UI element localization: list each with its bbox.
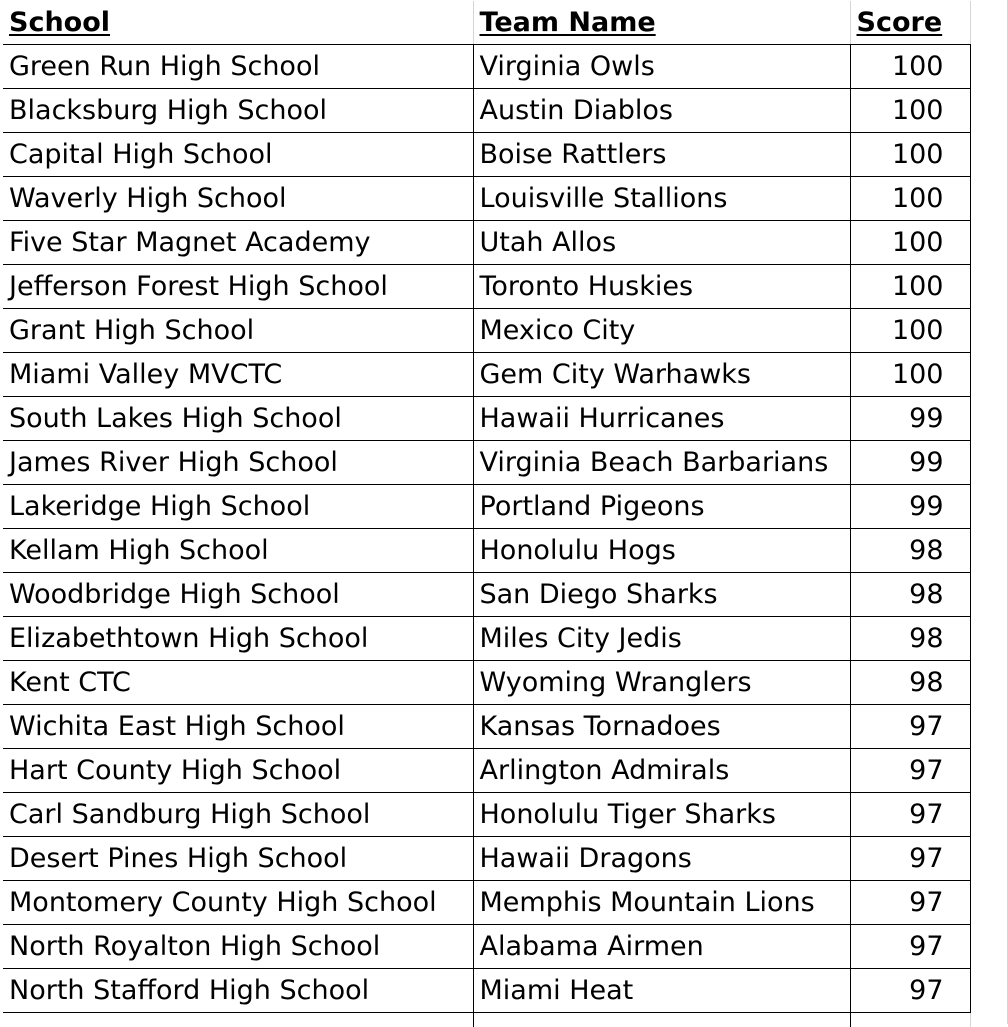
school-cell[interactable]: Blacksburg High School bbox=[3, 89, 473, 133]
empty-cell[interactable] bbox=[850, 1013, 970, 1027]
team-name-cell[interactable]: Austin Diablos bbox=[473, 89, 850, 133]
table-row bbox=[3, 925, 970, 969]
team-name-cell[interactable]: Miami Heat bbox=[473, 969, 850, 1013]
score-cell[interactable]: 100 bbox=[850, 309, 970, 353]
team-name-cell[interactable]: Virginia Owls bbox=[473, 45, 850, 89]
score-cell[interactable]: 98 bbox=[850, 529, 970, 573]
table-row bbox=[3, 573, 970, 617]
score-cell[interactable]: 98 bbox=[850, 661, 970, 705]
table-row bbox=[3, 485, 970, 529]
score-cell[interactable]: 97 bbox=[850, 749, 970, 793]
table-row bbox=[3, 177, 970, 221]
school-cell[interactable]: Montomery County High School bbox=[3, 881, 473, 925]
school-cell[interactable]: Woodbridge High School bbox=[3, 573, 473, 617]
school-cell[interactable]: North Royalton High School bbox=[3, 925, 473, 969]
header-team-name[interactable]: Team Name bbox=[473, 1, 850, 45]
team-name-cell[interactable]: Mexico City bbox=[473, 309, 850, 353]
school-cell[interactable]: Miami Valley MVCTC bbox=[3, 353, 473, 397]
team-name-cell[interactable]: Honolulu Tiger Sharks bbox=[473, 793, 850, 837]
score-cell[interactable]: 100 bbox=[850, 89, 970, 133]
table-row bbox=[3, 89, 970, 133]
table-row bbox=[3, 529, 970, 573]
team-name-cell[interactable]: Wyoming Wranglers bbox=[473, 661, 850, 705]
team-name-cell[interactable]: Toronto Huskies bbox=[473, 265, 850, 309]
team-name-cell[interactable]: Utah Allos bbox=[473, 221, 850, 265]
score-cell[interactable]: 100 bbox=[850, 221, 970, 265]
table-row bbox=[3, 837, 970, 881]
team-name-cell[interactable]: Gem City Warhawks bbox=[473, 353, 850, 397]
score-cell[interactable]: 100 bbox=[850, 133, 970, 177]
table-row bbox=[3, 133, 970, 177]
team-name-cell[interactable]: Portland Pigeons bbox=[473, 485, 850, 529]
score-cell[interactable]: 100 bbox=[850, 45, 970, 89]
score-cell[interactable]: 100 bbox=[850, 265, 970, 309]
team-name-cell[interactable]: Memphis Mountain Lions bbox=[473, 881, 850, 925]
table-row bbox=[3, 397, 970, 441]
school-cell[interactable]: Five Star Magnet Academy bbox=[3, 221, 473, 265]
scores-table bbox=[3, 1, 971, 1027]
team-name-cell[interactable]: Louisville Stallions bbox=[473, 177, 850, 221]
school-cell[interactable]: Desert Pines High School bbox=[3, 837, 473, 881]
score-cell[interactable]: 100 bbox=[850, 177, 970, 221]
header-row bbox=[3, 1, 970, 45]
table-row bbox=[3, 969, 970, 1013]
score-cell[interactable]: 98 bbox=[850, 617, 970, 661]
table-row bbox=[3, 441, 970, 485]
school-cell[interactable]: South Lakes High School bbox=[3, 397, 473, 441]
team-name-cell[interactable]: Honolulu Hogs bbox=[473, 529, 850, 573]
school-cell[interactable]: Jefferson Forest High School bbox=[3, 265, 473, 309]
school-cell[interactable]: Wichita East High School bbox=[3, 705, 473, 749]
team-name-cell[interactable]: Hawaii Dragons bbox=[473, 837, 850, 881]
team-name-cell[interactable]: Hawaii Hurricanes bbox=[473, 397, 850, 441]
score-cell[interactable]: 97 bbox=[850, 925, 970, 969]
school-cell[interactable]: Kellam High School bbox=[3, 529, 473, 573]
team-name-cell[interactable]: Alabama Airmen bbox=[473, 925, 850, 969]
school-cell[interactable]: North Stafford High School bbox=[3, 969, 473, 1013]
table-row bbox=[3, 309, 970, 353]
school-cell[interactable]: Carl Sandburg High School bbox=[3, 793, 473, 837]
scores-table-body bbox=[3, 1, 970, 1027]
score-cell[interactable]: 100 bbox=[850, 353, 970, 397]
team-name-cell[interactable]: Boise Rattlers bbox=[473, 133, 850, 177]
school-cell[interactable]: Lakeridge High School bbox=[3, 485, 473, 529]
table-row bbox=[3, 793, 970, 837]
empty-cell[interactable] bbox=[473, 1013, 850, 1027]
header-score[interactable]: Score bbox=[850, 1, 970, 45]
table-row bbox=[3, 353, 970, 397]
school-cell[interactable]: Capital High School bbox=[3, 133, 473, 177]
table-row bbox=[3, 705, 970, 749]
table-row bbox=[3, 617, 970, 661]
school-cell[interactable]: Hart County High School bbox=[3, 749, 473, 793]
table-row bbox=[3, 749, 970, 793]
team-name-cell[interactable]: Arlington Admirals bbox=[473, 749, 850, 793]
score-cell[interactable]: 98 bbox=[850, 573, 970, 617]
school-cell[interactable]: Green Run High School bbox=[3, 45, 473, 89]
team-name-cell[interactable]: San Diego Sharks bbox=[473, 573, 850, 617]
score-cell[interactable]: 99 bbox=[850, 397, 970, 441]
header-school[interactable]: School bbox=[3, 1, 473, 45]
school-cell[interactable]: Grant High School bbox=[3, 309, 473, 353]
school-cell[interactable]: Waverly High School bbox=[3, 177, 473, 221]
table-row bbox=[3, 45, 970, 89]
score-cell[interactable]: 97 bbox=[850, 793, 970, 837]
table-row bbox=[3, 661, 970, 705]
score-cell[interactable]: 99 bbox=[850, 485, 970, 529]
score-cell[interactable]: 99 bbox=[850, 441, 970, 485]
team-name-cell[interactable]: Virginia Beach Barbarians bbox=[473, 441, 850, 485]
score-cell[interactable]: 97 bbox=[850, 705, 970, 749]
school-cell[interactable]: Elizabethtown High School bbox=[3, 617, 473, 661]
table-row bbox=[3, 881, 970, 925]
empty-cell[interactable] bbox=[3, 1013, 473, 1027]
score-cell[interactable]: 97 bbox=[850, 837, 970, 881]
table-row bbox=[3, 265, 970, 309]
team-name-cell[interactable]: Miles City Jedis bbox=[473, 617, 850, 661]
empty-row bbox=[3, 1013, 970, 1027]
school-cell[interactable]: James River High School bbox=[3, 441, 473, 485]
score-cell[interactable]: 97 bbox=[850, 969, 970, 1013]
team-name-cell[interactable]: Kansas Tornadoes bbox=[473, 705, 850, 749]
school-cell[interactable]: Kent CTC bbox=[3, 661, 473, 705]
score-cell[interactable]: 97 bbox=[850, 881, 970, 925]
table-row bbox=[3, 221, 970, 265]
